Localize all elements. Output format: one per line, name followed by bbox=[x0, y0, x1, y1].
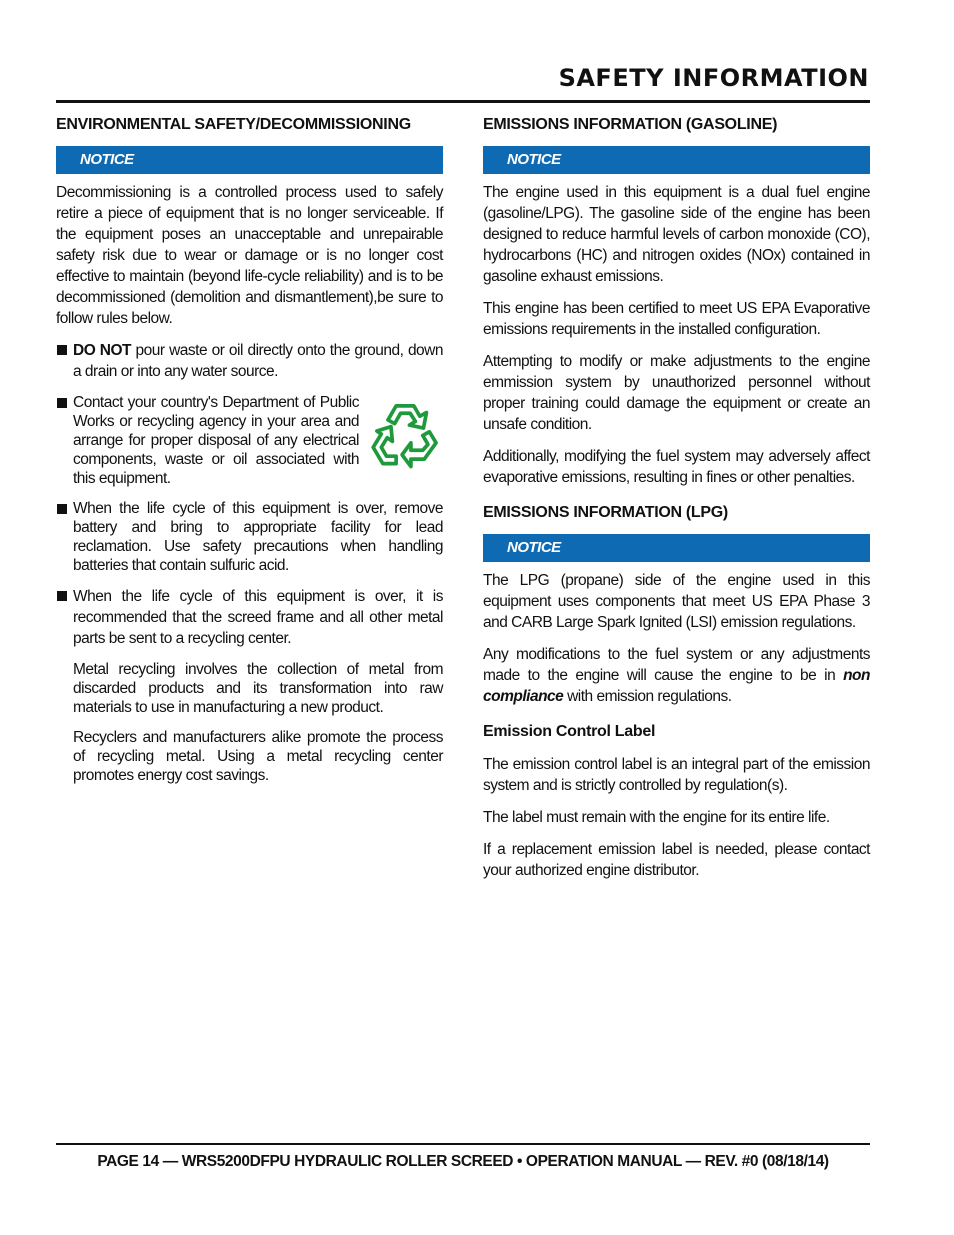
notice-banner: NOTICE bbox=[483, 534, 870, 562]
lpg-paragraph-2 bbox=[483, 644, 870, 707]
list-item-text: When the life cycle of this equipment is over, it is recommended that the screed frame and all other metal parts be sent to a recycling center. bbox=[73, 588, 443, 647]
label-paragraph-1: The emission control label is an integral part of the emission system and is strictly controlled by regulation(s). bbox=[483, 756, 870, 794]
lpg-paragraph-1: The LPG (propane) side of the engine used in this equipment uses components that meet US EPA Phase 3 and CARB Large Spark Ignited (LSI) emission regulations. bbox=[483, 572, 870, 631]
label-paragraph-3: If a replacement emission label is needed, please contact your authorized engine distributor. bbox=[483, 841, 870, 879]
section-heading-environmental: ENVIRONMENTAL SAFETY/DECOMMISSIONING bbox=[56, 116, 411, 133]
bullet-square-icon bbox=[57, 398, 67, 408]
left-column bbox=[56, 114, 443, 796]
list-item-text: When the life cycle of this equipment is over, remove battery and bring to appropriate facility for lead reclamation. Use safety precautions when handling batteries that contain sulfuric acid. bbox=[73, 500, 443, 574]
recycling-details bbox=[56, 660, 443, 785]
bullet-square-icon bbox=[57, 504, 67, 514]
list-item-text: pour waste or oil directly onto the ground, down a drain or into any water source. bbox=[73, 342, 443, 380]
footer-rule bbox=[56, 1143, 870, 1145]
right-column bbox=[483, 114, 870, 892]
label-paragraph-2: The label must remain with the engine for its entire life. bbox=[483, 809, 830, 826]
emphasis-do-not: DO NOT bbox=[73, 342, 131, 359]
list-item bbox=[56, 393, 443, 488]
list-item bbox=[56, 586, 443, 649]
decommissioning-intro: Decommissioning is a controlled process used to safely retire a piece of equipment that is no longer serviceable. If the equipment poses an unacceptable and unrepairable safety risk due to wear or damage or is no longer cost effective to maintain (beyond life-cycle reliability) and is to be decommissioned (demolition and dismantlement),be sure to follow rules below. bbox=[56, 184, 443, 327]
gasoline-paragraph-1: The engine used in this equipment is a dual fuel engine (gasoline/LPG). The gasoline side of the engine has been designed to reduce harmful levels of carbon monoxide (CO), hydrocarbons (HC) and nitrogen oxides (NOx) contained in gasoline exhaust emissions. bbox=[483, 184, 870, 285]
page-title: SAFETY INFORMATION bbox=[558, 64, 869, 92]
gasoline-paragraph-2: This engine has been certified to meet US EPA Evaporative emissions requirements in the installed configuration. bbox=[483, 300, 870, 338]
bullet-square-icon bbox=[57, 345, 67, 355]
recycle-icon bbox=[367, 397, 443, 471]
decommissioning-rules bbox=[56, 340, 443, 649]
notice-banner: NOTICE bbox=[483, 146, 870, 174]
lpg-text: with emission regulations. bbox=[563, 688, 732, 705]
metal-recycling-paragraph: Metal recycling involves the collection of metal from discarded products and its transformation into raw materials to use in manufacturing a new product. bbox=[73, 661, 443, 716]
list-item bbox=[56, 340, 443, 382]
list-item bbox=[56, 499, 443, 575]
section-heading-gasoline: EMISSIONS INFORMATION (GASOLINE) bbox=[483, 116, 778, 133]
section-heading-lpg: EMISSIONS INFORMATION (LPG) bbox=[483, 504, 728, 521]
recyclers-paragraph: Recyclers and manufacturers alike promote the process of recycling metal. Using a metal recycling center promotes energy cost savings. bbox=[73, 729, 443, 784]
page-footer: PAGE 14 — WRS5200DFPU HYDRAULIC ROLLER SCREED • OPERATION MANUAL — REV. #0 (08/18/14) bbox=[97, 1153, 829, 1170]
list-item-text: Contact your country's Department of Public Works or recycling agency in your area and arrange for proper disposal of any electrical components, waste or oil associated with this equipment. bbox=[73, 394, 359, 487]
emphasis-non-compliance: non compliance bbox=[483, 667, 870, 705]
bullet-square-icon bbox=[57, 591, 67, 601]
notice-banner: NOTICE bbox=[56, 146, 443, 174]
header-rule bbox=[56, 100, 870, 103]
lpg-text: Any modifications to the fuel system or any adjustments made to the engine will cause the engine to be in bbox=[483, 646, 870, 684]
gasoline-paragraph-4: Additionally, modifying the fuel system may adversely affect evaporative emissions, resulting in fines or other penalties. bbox=[483, 448, 870, 486]
subheading-emission-label: Emission Control Label bbox=[483, 723, 656, 740]
gasoline-paragraph-3: Attempting to modify or make adjustments to the engine emmission system by unauthorized personnel without proper training could damage the equipment or create an unsafe condition. bbox=[483, 353, 870, 433]
